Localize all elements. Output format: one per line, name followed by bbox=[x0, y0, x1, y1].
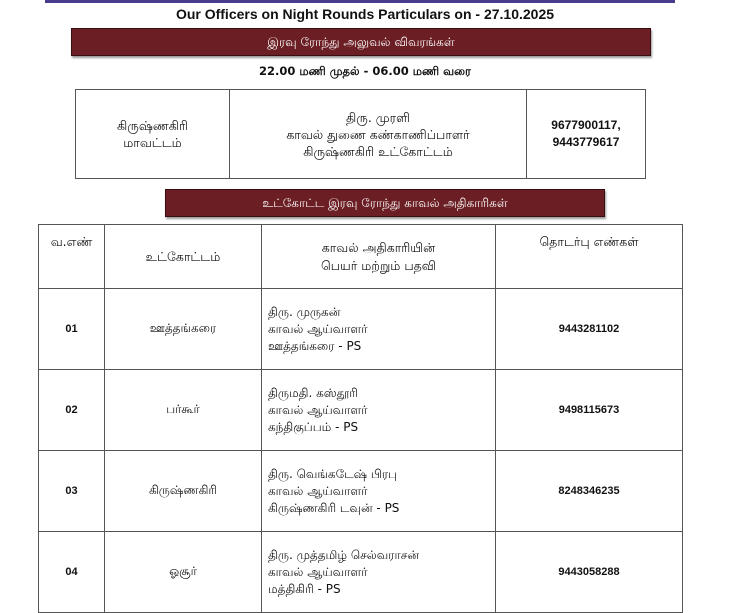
table-row bbox=[39, 451, 683, 532]
officer-designation: காவல் ஆய்வாளர் bbox=[268, 402, 368, 417]
phone-number: 9443281102 bbox=[496, 289, 683, 370]
officer-details bbox=[262, 532, 496, 613]
serial-number: 03 bbox=[39, 451, 105, 532]
officer-name: திரு. வெங்கடேஷ் பிரபு bbox=[268, 466, 397, 481]
police-station: கிருஷ்ணகிரி டவுன் - PS bbox=[268, 500, 400, 515]
district-phone-cell bbox=[527, 90, 646, 179]
night-rounds-banner: இரவு ரோந்து அலுவல் விவரங்கள் bbox=[71, 28, 651, 56]
officer-name: திரு. முரளி bbox=[346, 109, 410, 125]
district-officer-table bbox=[75, 89, 646, 179]
phone-number: 9443779617 bbox=[552, 135, 620, 149]
phone-number: 9677900117, bbox=[551, 118, 621, 132]
header-officer-line1: காவல் அதிகாரியின் bbox=[321, 239, 436, 255]
table-header-row bbox=[39, 225, 683, 289]
column-header-contact: தொடர்பு எண்கள் bbox=[496, 225, 683, 289]
police-station: ஊத்தங்கரை - PS bbox=[268, 338, 362, 353]
officer-designation: காவல் துணை கண்காணிப்பாளர் bbox=[286, 126, 470, 142]
top-border-line bbox=[45, 0, 675, 3]
subdivision-name: கிருஷ்ணகிரி bbox=[105, 451, 262, 532]
phone-number: 9443058288 bbox=[496, 532, 683, 613]
column-header-officer bbox=[262, 225, 496, 289]
officer-name: திருமதி. கஸ்தூரி bbox=[268, 385, 358, 400]
police-station: கந்திகுப்பம் - PS bbox=[268, 419, 359, 434]
subdivision-officers-banner: உட்கோட்ட இரவு ரோந்து காவல் அதிகாரிகள் bbox=[165, 189, 605, 217]
serial-number: 01 bbox=[39, 289, 105, 370]
district-officer-cell bbox=[230, 90, 527, 179]
serial-number: 02 bbox=[39, 370, 105, 451]
officer-designation: காவல் ஆய்வாளர் bbox=[268, 321, 368, 336]
table-row bbox=[39, 532, 683, 613]
table-row bbox=[39, 370, 683, 451]
officer-name: திரு. முருகன் bbox=[268, 304, 341, 319]
phone-number: 9498115673 bbox=[496, 370, 683, 451]
officer-designation: காவல் ஆய்வாளர் bbox=[268, 483, 368, 498]
page-title: Our Officers on Night Rounds Particulars on - 27.10.2025 bbox=[175, 6, 555, 22]
officer-details bbox=[262, 451, 496, 532]
subdivision-name: ஓசூர் bbox=[105, 532, 262, 613]
officer-designation: காவல் ஆய்வாளர் bbox=[268, 564, 368, 579]
subdivision-name: பர்கூர் bbox=[105, 370, 262, 451]
header-officer-line2: பெயர் மற்றும் பதவி bbox=[321, 257, 436, 273]
officer-name: திரு. முத்தமிழ் செல்வராசன் bbox=[268, 547, 420, 562]
column-header-subdivision: உட்கோட்டம் bbox=[105, 225, 262, 289]
phone-number: 8248346235 bbox=[496, 451, 683, 532]
district-name-cell bbox=[76, 90, 230, 179]
serial-number: 04 bbox=[39, 532, 105, 613]
officer-details bbox=[262, 289, 496, 370]
officer-location: கிருஷ்ணகிரி உட்கோட்டம் bbox=[303, 143, 453, 159]
time-range: 22.00 மணி முதல் - 06.00 மணி வரை bbox=[259, 64, 471, 78]
district-name-line1: கிருஷ்ணகிரி bbox=[117, 118, 188, 133]
table-row bbox=[76, 90, 646, 179]
column-header-serial: வ.எண் bbox=[39, 225, 105, 289]
police-station: மத்திகிரி - PS bbox=[268, 581, 341, 596]
officers-table bbox=[38, 224, 683, 613]
table-row bbox=[39, 289, 683, 370]
officer-details bbox=[262, 370, 496, 451]
subdivision-name: ஊத்தங்கரை bbox=[105, 289, 262, 370]
district-name-line2: மாவட்டம் bbox=[123, 135, 182, 150]
